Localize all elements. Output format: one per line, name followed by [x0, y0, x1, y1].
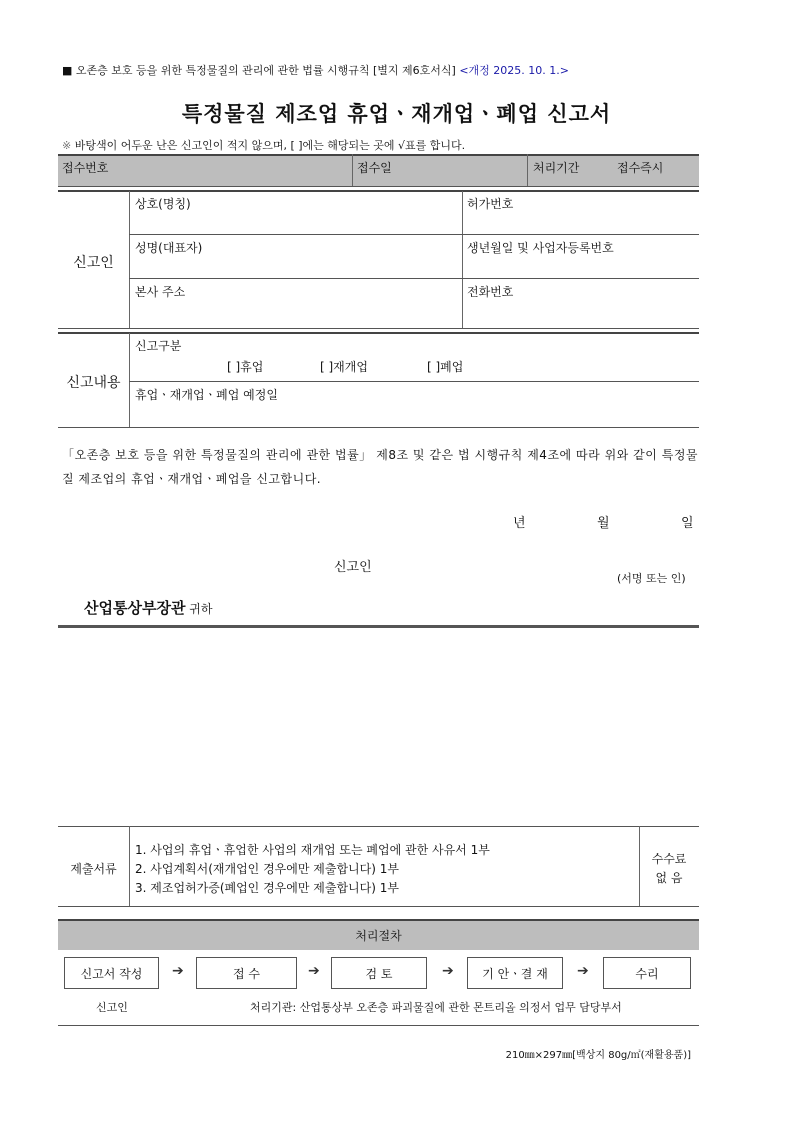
step-receipt: 접 수 — [196, 957, 297, 989]
option-closure[interactable]: [ ]폐업 — [427, 360, 464, 374]
day-field[interactable]: 일 — [681, 516, 694, 531]
header-prefix: ■ 오존층 보호 등을 위한 특정물질의 관리에 관한 법률 시행규칙 [별지 제6호서식] — [62, 64, 456, 77]
applicant-section-label: 신고인 — [73, 255, 114, 271]
form-header — [62, 62, 569, 78]
recipient-suffix: 귀하 — [189, 602, 213, 616]
phone-number-label: 전화번호 — [467, 285, 514, 299]
step-write-report: 신고서 작성 — [64, 957, 159, 989]
arrow-right-icon: ➔ — [308, 963, 320, 979]
fee-label: 수수료 — [651, 852, 687, 866]
revision-date: <개정 2025. 10. 1.> — [459, 64, 569, 77]
receipt-date-label: 접수일 — [357, 161, 392, 175]
document-item-2: 2. 사업계획서(재개업인 경우에만 제출합니다) 1부 — [135, 862, 399, 876]
step-acceptance: 수리 — [603, 957, 691, 989]
signature-note[interactable]: (서명 또는 인) — [617, 572, 686, 585]
report-type-label: 신고구분 — [135, 339, 182, 353]
arrow-right-icon: ➔ — [172, 963, 184, 979]
processing-period-label: 처리기간 — [533, 161, 580, 175]
arrow-right-icon: ➔ — [577, 963, 589, 979]
arrow-right-icon: ➔ — [442, 963, 454, 979]
note-symbol: ※ — [62, 139, 72, 152]
month-field[interactable]: 월 — [597, 516, 610, 531]
permit-number-label: 허가번호 — [467, 197, 514, 211]
receipt-number-label: 접수번호 — [62, 161, 109, 175]
step-draft-approval: 기 안ㆍ결 재 — [467, 957, 563, 989]
paper-spec-footer: 210㎜×297㎜[백상지 80g/㎡(재활용품)] — [505, 1050, 691, 1061]
content-section-label: 신고내용 — [66, 375, 121, 391]
page-title: 특정물질 제조업 휴업ㆍ재개업ㆍ폐업 신고서 — [181, 102, 612, 126]
signature-label: 신고인 — [334, 560, 372, 575]
option-reopening[interactable]: [ ]재개업 — [320, 360, 368, 374]
birthdate-business-number-label: 생년월일 및 사업자등록번호 — [467, 241, 614, 255]
processing-period-value: 접수즉시 — [617, 161, 664, 175]
documents-label: 제출서류 — [70, 862, 117, 876]
procedure-title: 처리절차 — [58, 919, 699, 950]
recipient — [84, 597, 212, 618]
instruction-note — [62, 137, 465, 153]
declaration-text: 「오존층 보호 등을 위한 특정물질의 관리에 관한 법률」 제8조 및 같은 법 시행규칙 제4조에 따라 위와 같이 특정물질 제조업의 휴업ㆍ재개업ㆍ폐업을 신고합니다. — [62, 448, 698, 486]
option-suspension[interactable]: [ ]휴업 — [227, 360, 264, 374]
representative-name-label: 성명(대표자) — [135, 241, 203, 255]
procedure-applicant-label: 신고인 — [96, 1001, 128, 1014]
fee-value: 없 음 — [655, 871, 683, 885]
recipient-name: 산업통상부장관 — [84, 599, 186, 617]
note-text: 바탕색이 어두운 난은 신고인이 적지 않으며, [ ]에는 해당되는 곳에 √표를 합니다. — [74, 139, 466, 152]
document-item-1: 1. 사업의 휴업ㆍ휴업한 사업의 재개업 또는 폐업에 관한 사유서 1부 — [135, 843, 490, 857]
document-item-3: 3. 제조업허가증(폐업인 경우에만 제출합니다) 1부 — [135, 881, 399, 895]
processing-agency-label: 처리기관: 산업통상부 오존층 파괴물질에 관한 몬트리올 의정서 업무 담당부서 — [250, 1001, 622, 1014]
step-review: 검 토 — [331, 957, 427, 989]
company-name-label: 상호(명칭) — [135, 197, 191, 211]
scheduled-date-label: 휴업ㆍ재개업ㆍ폐업 예정일 — [135, 388, 278, 402]
headquarters-address-label: 본사 주소 — [135, 285, 186, 299]
year-field[interactable]: 년 — [513, 516, 526, 531]
